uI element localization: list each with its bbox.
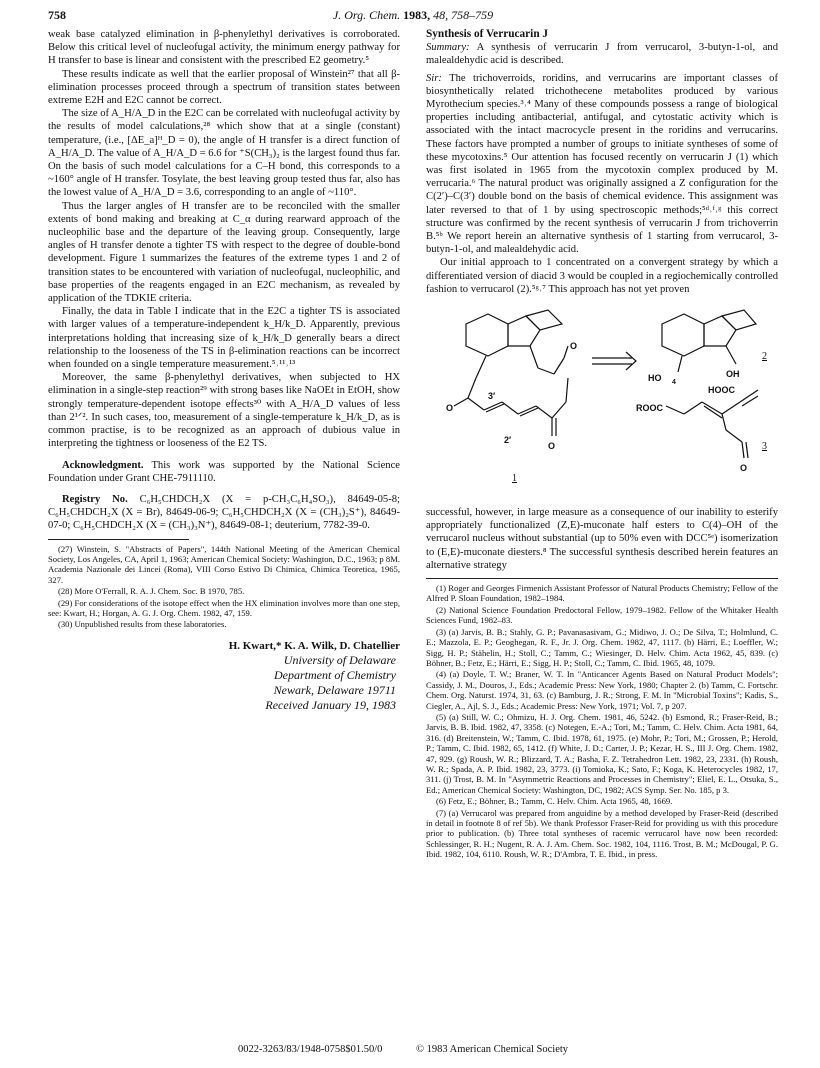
label-position-4: 4 [672,379,676,387]
affiliation-department: Department of Chemistry [274,667,396,682]
label-oxygen: O [446,403,454,414]
journal-name: J. Org. Chem. [332,8,401,22]
summary-heading: Summary: [426,42,470,54]
acknowledgment-text: This work was supported by the National Science Foundation under Grant CHE-7911110. [48,459,400,484]
footnotes-left [48,544,400,630]
label-oxygen: O [548,441,556,452]
ring-a-1 [466,314,508,356]
received-date: Received January 19, 1983 [265,697,396,712]
footnote: (3) (a) Jarvis, B. B.; Stahly, G. P.; Pavanasasivam, G.; Midiwo, J. O.; De Silva, T.; Holmlund, C. E.; Mazzola, E. P.; Geoghegan, R. F., Jr. J. Org. Chem. 1982, 47, 1117. (b) Härri, E.; Loeffler, W.; Sigg, H. P.; Stähelin, H.; Stoll, C.; Tamm, C.; Wiesinger, D. Helv. Chim. Acta 1962, 45, 839. (c) Böhner, B.; Fetz, E.; Härri, E.; Sigg, H. P.; Stoll, C.; Tamm, C. Ibid. 1965, 48, 1079. [426,626,778,668]
article-title: Synthesis of Verrucarin J [426,28,549,40]
right-column [426,28,778,861]
article-code: 0022-3263/83/1948-0758$01.50/0 [238,1044,383,1055]
summary-text: A synthesis of verrucarin J from verrucarol, 3-butyn-1-ol, and malealdehydic acid is described. [426,42,778,67]
footnote: (7) (a) Verrucarol was prepared from anguidine by a method developed by Fraser-Reid (described in detail in footnote 8 of ref 5b). We thank Professor Fraser-Reid for providing us with this procedure prior to publication. (b) Three total syntheses of racemic verrucarol have now been recorded: Schlessinger, R. H.; Nugent, R. A. J. Am. Chem. Soc. 1982, 104, 1116. Trost, B. M.; McDougal, P. G. Ibid. 1982, 104, 6110. Roush, W. R.; D'Ambra, T. E. Ibid., in press. [426,807,778,860]
reaction-scheme [426,302,778,502]
epoxide-2 [722,310,756,330]
footnote: (29) For considerations of the isotope effect when the HX elimination involves more than one step, see: Kwart, H.; Horgan, A. G. J. Org. Chem. 1982, 47, 159. [48,597,400,618]
footnote: (1) Roger and Georges Firmenich Assistant Professor of Natural Products Chemistry; Fellow of the Alfred P. Sloan Foundation, 1982–1984. [426,583,778,604]
ring-b-1 [508,316,540,346]
body-paragraph: Our initial approach to 1 concentrated on a convergent strategy by which a differentiated version of diacid 3 would be coupled in a regiochemically controlled fashion to verrucarol (2).⁵ᵍ˒⁷ This approach has not yet proven [426,257,778,295]
body-paragraph: Thus the larger angles of H transfer are to be reconciled with the smaller extents of bond making and breaking at C_α during rearward approach of the nucleophilic base and the departure of the leaving group. Consequently, large angles of H transfer denote a tighter TS with respect to the degree of double-bond development. Figure 1 summarizes the features of the extreme types 1 and 2 of transition states to be encountered with variation of nucleofugal, nucleophilic, and base properties of the reagents engaged in an E2C mechanism, as revealed by application of the TDKIE criteria. [48,200,400,305]
footnote: (6) Fetz, E.; Böhner, B.; Tamm, C. Helv. Chim. Acta 1965, 48, 1669. [436,796,673,807]
body-paragraph: Finally, the data in Table I indicate that in the E2C a tighter TS is associated with larger values of a temperature-independent k_H/k_D. Apparently, previous interpretations holding that increasing size of k_H/k_D generally bears a direct relationship to the looseness of the TS in β-elimination reactions can be incorrect when founded on a single temperature measurement.⁵˒¹¹˒¹³ [48,306,400,371]
footnote: (30) Unpublished results from these laboratories. [58,619,227,630]
label-ho: HO [648,373,662,384]
footnote: (28) More O'Ferrall, R. A. J. Chem. Soc. B 1970, 785. [58,586,245,597]
journal-year: 1983, [403,8,431,22]
compound-number-2: 2 [762,351,767,363]
acknowledgment-heading: Acknowledgment. [62,459,144,471]
label-oxygen: O [570,341,578,352]
intro-paragraph [426,72,778,257]
copyright: © 1983 American Chemical Society [416,1044,569,1055]
label-rooc: ROOC [636,403,663,414]
sir-heading: Sir: [426,72,442,84]
footnote: (2) National Science Foundation Predoctoral Fellow, 1979–1982. Fellow of the Whitaker Health Sciences Fund, 1982–83. [426,604,778,626]
footnote: (5) (a) Still, W. C.; Ohmizu, H. J. Org. Chem. 1981, 46, 5242. (b) Esmond, R.; Fraser-Reid, B.; Jarvis, B. B. Ibid. 1982, 47, 3358. (c) Notegen, E.-A.; Tori, M.; Tamm, C. Helv. Chim. Acta 1981, 64, 316. (d) Breitenstein, W.; Tamm, C. Ibid. 1978, 61, 1975. (e) Mohr, P.; Tori, M.; Grossen, P.; Herold, P.; Tamm, C. Ibid. 1982, 65, 1412. (f) White, J. D.; Carter, J. P.; Kezar, H. S., III J. Org. Chem. 1982, 47, 929. (g) Roush, W. R.; Blizzard, T. A.; Basha, F. Z. Tetrahedron Lett. 1982, 23, 2331. (h) Roush, W. R.; Spada, A. P. Ibid. 1982, 23, 3773. (i) Tomioka, K.; Sato, F.; Koga, K. Heterocycles 1982, 17, 311. (j) Trost, B. M. In "Asymmetric Reactions and Processes in Chemistry"; Eliel, E. L., Otsuka, S., Ed.; American Chemical Society: Washington, DC, 1982; ACS Symp. Ser. No. 185, p 3. [426,711,778,795]
body-paragraph: The size of A_H/A_D in the E2C can be correlated with nucleofugal activity by the results of model calculations,²⁸ which show that at a single (constant) temperature, (i.e., [ΔE_a]ᴴ_D = 0), the angle of H transfer is a direct function of A_H/A_D. The value of A_H/A_D = 6.6 for ⁺S(CH₃)₂ is the largest found thus far. On the basis of such model calculations for a C–H bond, this corresponds to a ~160° angle of H transfer. Tosylate, the best leaving group tested thus far, also has the lowest value of A_H/A_D = 3.6, corresponding to an angle of ~110°. [48,108,401,199]
ring-a-2 [662,314,704,356]
left-column [48,28,400,713]
epoxide-1 [526,310,562,330]
footnote: (4) (a) Doyle, T. W.; Braner, W. T. In "Anticancer Agents Based on Natural Product Models"; Cassidy, J. M., Douros, J., Eds.; Academic Press: New York, 1980; Chapter 2. (b) Tamm, C. Fortschr. Chem. Org. Naturst. 1974, 31, 63. (c) Bamburg, J. R.; Strong, F. M. In "Microbial Toxins"; Kadis, S., Ciegler, A., Ajl, S. J., Eds.; Academic Press: New York, 1971; Vol. 7, p 207. [426,669,778,711]
label-oh: OH [726,369,740,380]
label-three-prime: 3′ [488,391,496,402]
intro-text: The trichoverroids, roridins, and verrucarins are important classes of biosynthetically related trichothecene metabolites produced by various Myrothecium species.³˒⁴ Many of these compounds possess a range of biological properties including antibacterial, antifugal, and cytostatic activity which is associated with the intact macrocycle present in the roridins and verrucarins. These factors have prompted a number of groups to initiate syntheses of some of these mycotoxins.⁵ Our attention has focused recently on verrucarin J (1) which was first isolated in 1965 from the mycotoxin complex produced by M. verrucaria.⁶ The natural product was originally assigned a Z configuration for the C(2′)–C(3′) double bond on the basis of chemical evidence. This assignment was later reversed to that of 1 by using spectroscopic methods;⁵ᵈ˒ᶠ˒ᵍ this correct structure was confirmed by the recent synthesis of verrucarin J from trichoverrin B.⁵ᵇ We report herein an alternative synthesis of 1 starting from verrucarol, 3-butyn-1-ol, and malealdehydic acid. [426,72,779,256]
running-header [48,8,778,26]
body-paragraph: successful, however, in large measure as a consequence of our inability to esterify appropriately functionalized (Z,E)-muconate half esters to C(4)–OH of the verrucarol nucleus without substantial (up to 50% even with DCC⁵ᵉ) isomerization to (E,E)-muconate diesters.⁸ The successful synthesis described herein features an alternative strategy [426,507,778,571]
footnote-divider [48,539,189,540]
journal-citation [48,8,778,23]
footnote-divider [426,578,778,579]
label-oxygen: O [740,463,748,474]
registry-heading: Registry No. [62,493,128,505]
footnotes-right [426,583,778,860]
registry-numbers [48,493,400,533]
label-hooc: HOOC [708,385,735,396]
journal-volume: 48, 758–759 [433,8,494,22]
body-paragraph: weak base catalyzed elimination in β-phenylethyl derivatives is corroborated. Below this critical level of nucleofugal activity, the minimum energy pathway for H transfer to base is linear and consistent with the prescribed E2 geometry.⁵ [48,29,400,67]
scheme-drawing [426,302,778,502]
label-two-prime: 2′ [504,435,512,446]
summary [426,41,778,67]
body-paragraph: These results indicate as well that the earlier proposal of Winstein²⁷ that all β-elimination processes proceed through a spectrum of transition states between extreme E2H and E2C cannot be correct. [48,68,400,107]
authors: H. Kwart,* K. A. Wilk, D. Chatellier [228,639,400,652]
compound-number-3: 3 [762,441,767,453]
footnote: (27) Winstein, S. "Abstracts of Papers", 144th National Meeting of the American Chemical Society, Los Angeles, CA, April 1, 1963; American Chemical Society: Washington, D.C., 1963; p 8M. Academia Nazionale dei Lincei (Roma), VIII Corso Estivo Di Chimica, Chimica Teoretica, 1965, 327. [48,543,400,585]
registry-text: C₆H₅CHDCH₂X (X = p-CH₃C₆H₄SO₃), 84649-05-8; C₆H₅CHDCH₂X (X = Br), 84649-06-9; C₆H₅CHDCH₂X (X = (CH₃)₂S⁺), 84649-07-0; C₆H₅CHDCH₂X (X = (CH₃)₃N⁺), 84649-08-1; deuterium, 7782-39-0. [48,493,400,532]
acknowledgment [48,459,400,485]
page-number: 758 [48,8,66,22]
affiliation-university: University of Delaware [283,652,396,667]
affiliation-address: Newark, Delaware 19711 [273,682,396,697]
body-paragraph: Moreover, the same β-phenylethyl derivatives, when subjected to HX elimination in a single-step reaction²⁹ with strong bases like NaOEt in EtOH, show strongly temperature-dependent isotope effects³⁰ with A_H/A_D values of less than 2¹ᐟ². In such cases, too, measurement of a single-temperature k_H/k_D, as is common practise, is to be recognized as an approach of dubious value in interpreting the tightness or looseness of the E2 TS. [48,372,400,450]
compound-number-1: 1 [512,473,517,485]
ring-b-2 [704,316,736,346]
